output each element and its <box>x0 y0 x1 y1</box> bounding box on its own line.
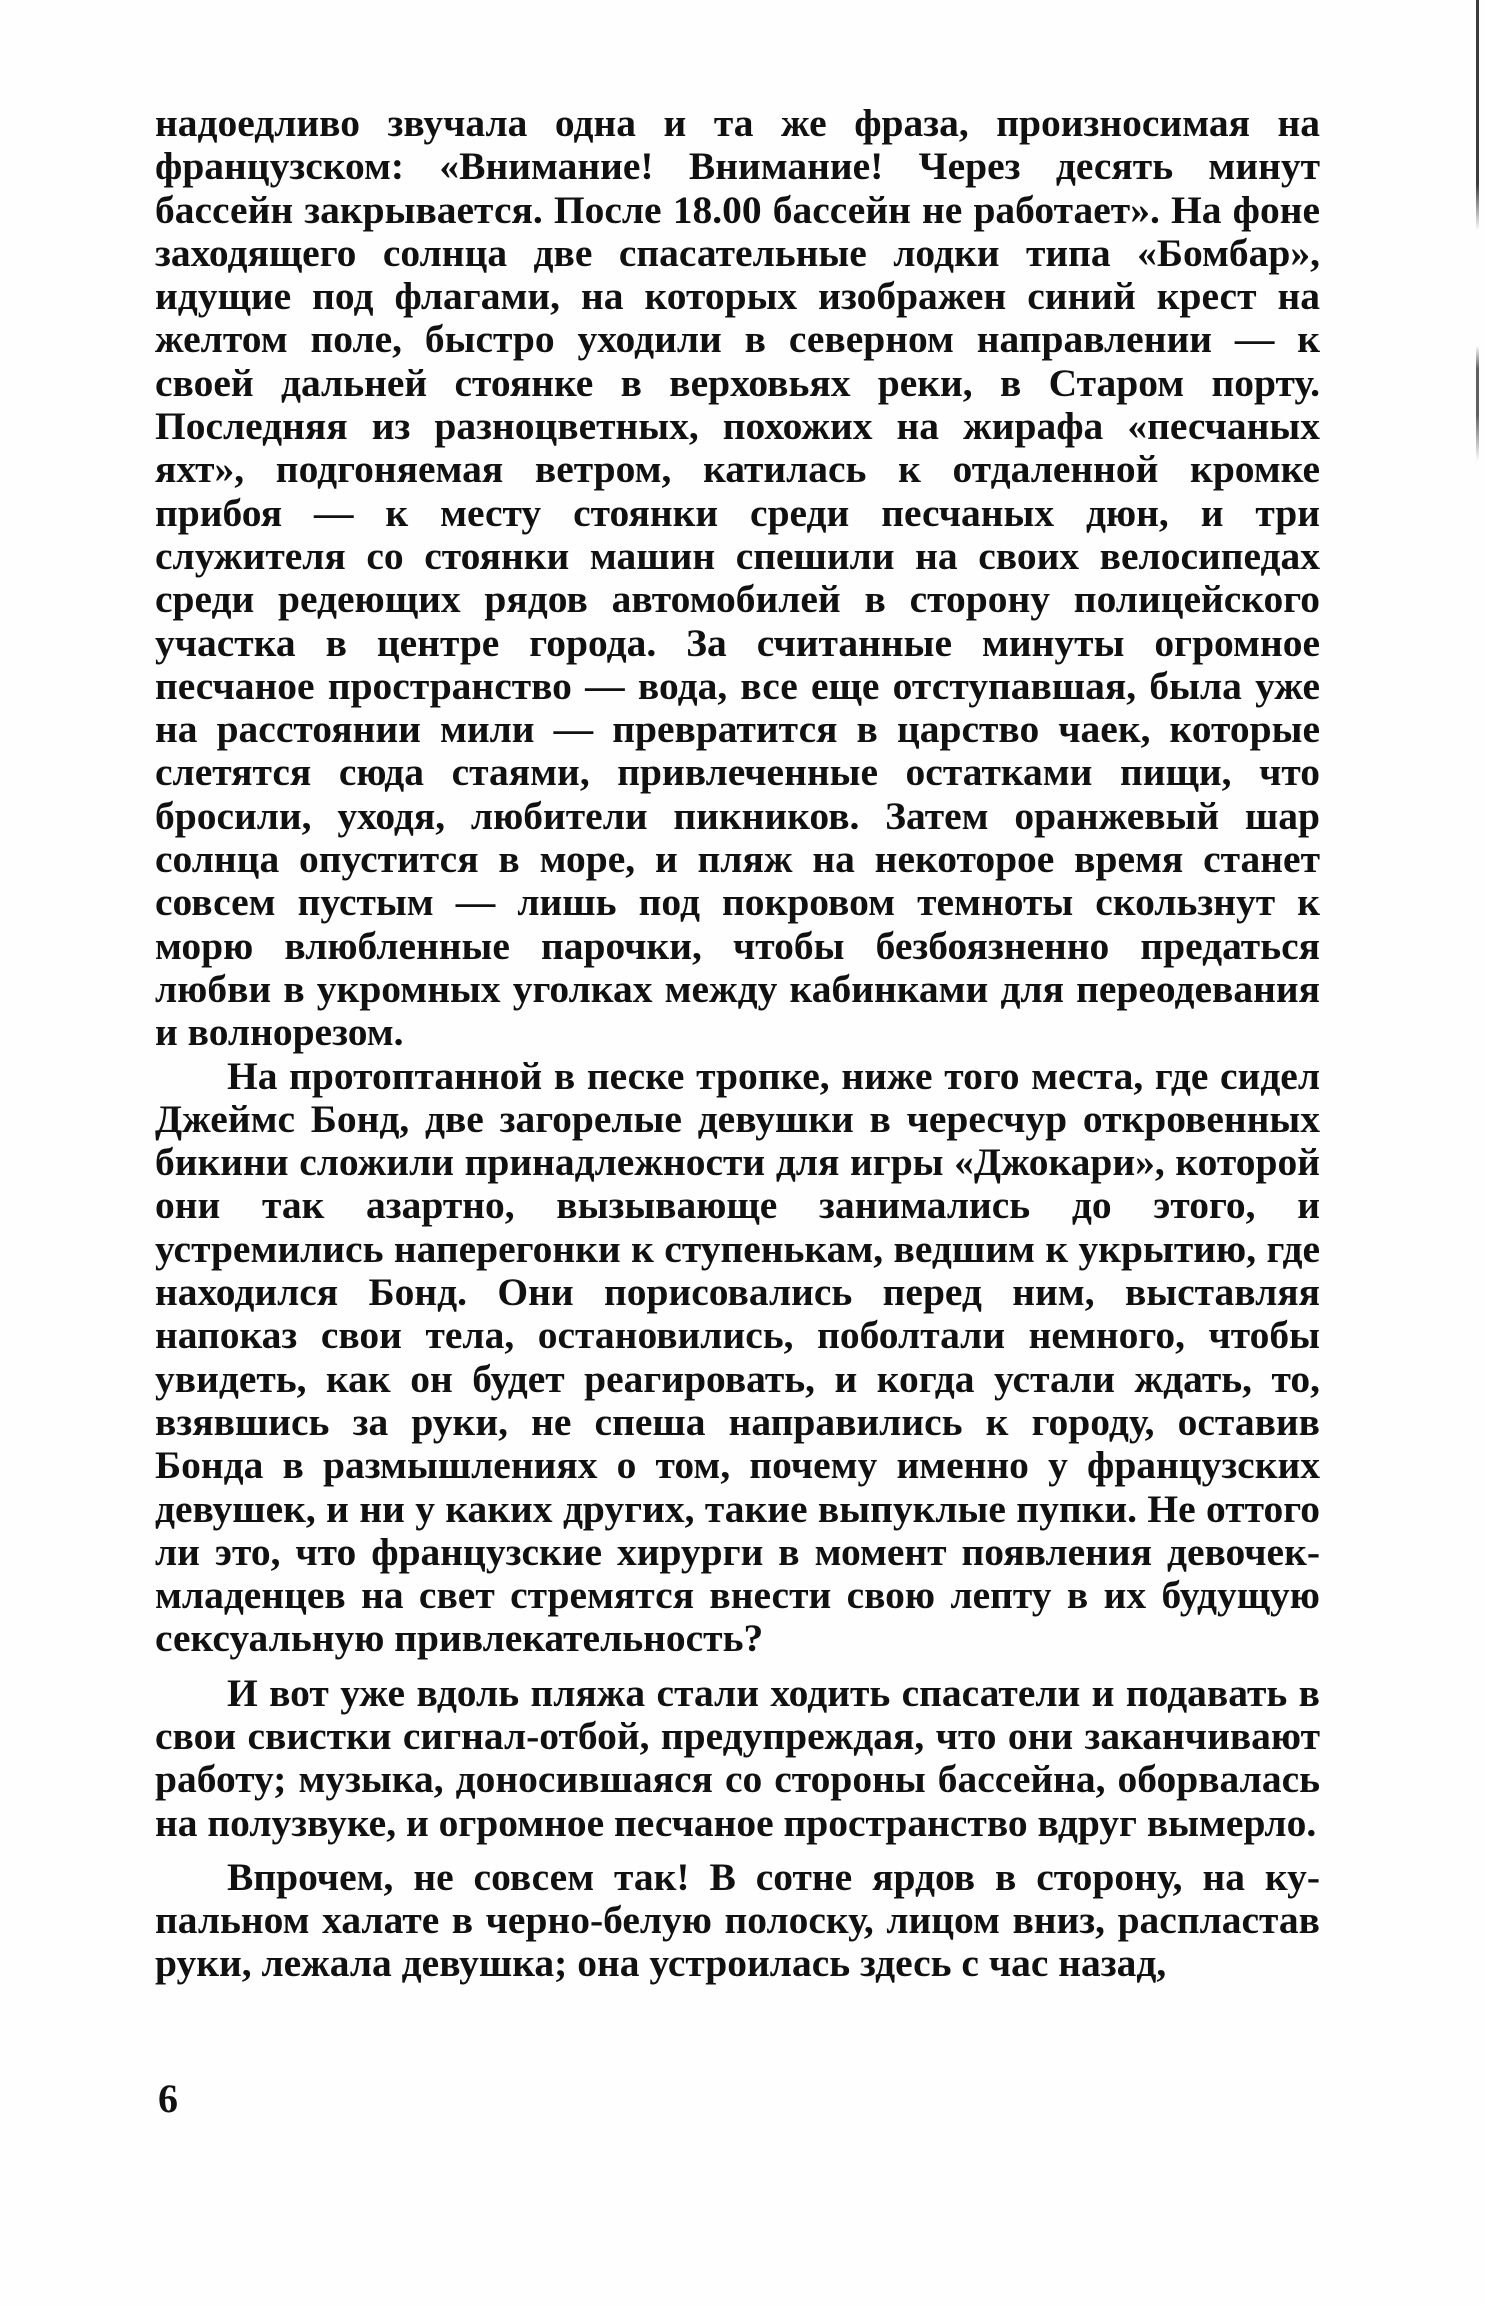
page-number: 6 <box>158 2076 178 2121</box>
paragraph-1: надоедливо звучала одна и та же фраза, произносимая на французском: «Внимание! Внимание! Через десять минут бассейн закрывается. После 18.00 бассейн не работает». На фоне заходящего солнца две спасательные лодки типа «Бомбар», идущие под флагами, на которых изображен синий крест на желтом поле, быстро уходили в северном направлении — к своей дальней стоянке в верховьях реки, в Старом порту. Последняя из разноцветных, похожих на жирафа «песчаных яхт», подгоняемая ветром, катилась к отдаленной кромке прибоя — к месту стоянки среди песчаных дюн, и три служителя со стоянки машин спешили на своих велосипедах среди редеющих рядов автомобилей в сторону полицейского участка в центре города. За считанные минуты огромное песчаное пространство — вода, все еще отступавшая, была уже на расстоянии мили — превратится в царство чаек, которые слетятся сюда стаями, привлеченные остатками пищи, что бросили, уходя, любители пикников. Затем оранжевый шар солнца опустится в море, и пляж на некоторое время станет совсем пустым — лишь под покровом темноты скользнут к морю влюбленные парочки, чтобы безбоязненно предаться любви в укромных уголках между кабинками для переодевания и волнорезом. <box>155 101 1320 1055</box>
paragraph-4: Впрочем, не совсем так! В сотне ярдов в сторону, на купальном халате в черно-белую полоску, лицом вниз, распластав руки, лежала девушка; она устроилась здесь с час назад, <box>155 1854 1320 1986</box>
scan-edge <box>1476 0 1479 2305</box>
body-text <box>155 102 1320 1986</box>
paragraph-3: И вот уже вдоль пляжа стали ходить спасатели и подавать в свои свистки сигнал-отбой, предупреждая, что они заканчивают работу; музыка, доносившаяся со стороны бассейна, оборвалась на полузвуке, и огромное песчаное пространство вдруг вымерло. <box>155 1670 1320 1845</box>
paragraph-2: На протоптанной в песке тропке, ниже того места, где сидел Джеймс Бонд, две загорелые девушки в чересчур откровенных бикини сложили принадлежности для игры «Джокари», которой они так азартно, вызывающе занимались до этого, и устремились наперегонки к ступенькам, ведшим к укрытию, где находился Бонд. Они порисовались перед ним, выставляя напоказ свои тела, остановились, поболтали немного, чтобы увидеть, как он будет реагировать, и когда устали ждать, то, взявшись за руки, не спеша направились к городу, оставив Бонда в размышлениях о том, почему именно у французских девушек, и ни у каких других, такие выпуклые пупки. Не оттого ли это, что французские хирурги в момент появления девочек-младенцев на свет стремятся внести свою лепту в их будущую сексуальную привлекательность? <box>155 1053 1320 1661</box>
